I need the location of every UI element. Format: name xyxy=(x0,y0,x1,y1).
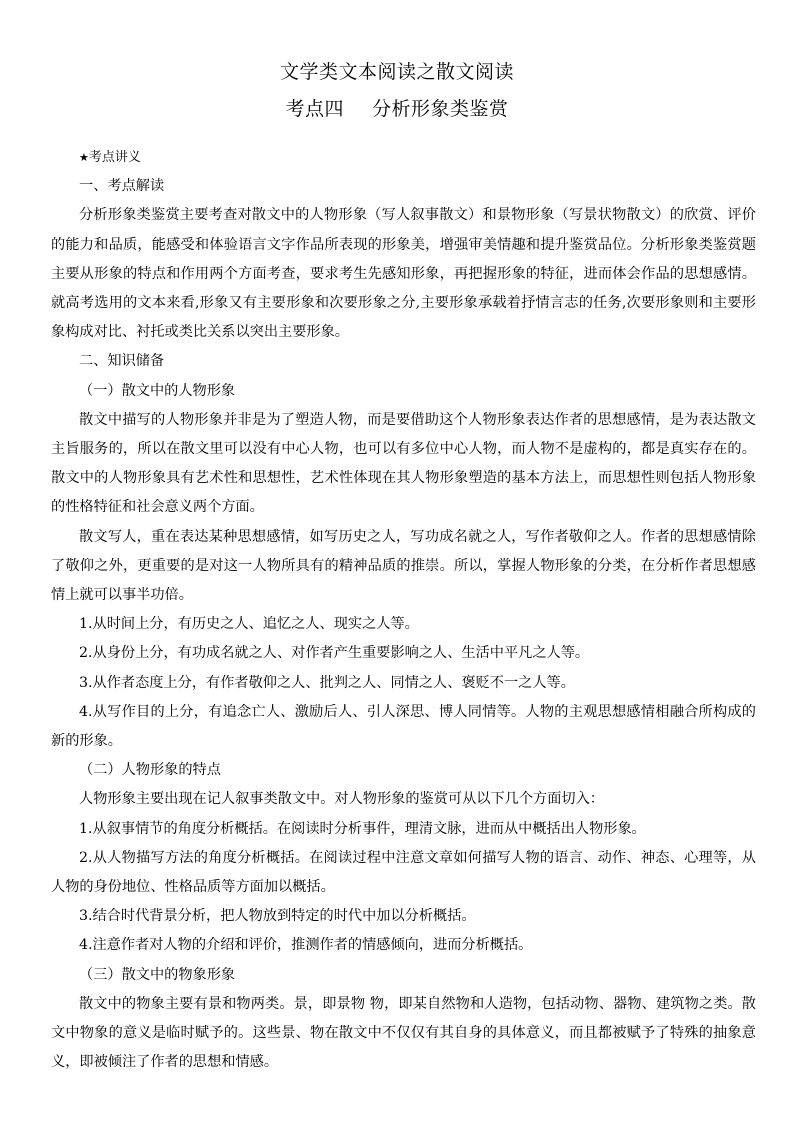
document-subtitle xyxy=(0,97,794,121)
document-title: 文学类文本阅读之散文阅读 xyxy=(279,61,514,83)
lecture-notes-heading xyxy=(51,143,756,172)
section-paragraph-interpretation: 分析形象类鉴赏主要考查对散文中的人物形象（写人叙事散文）和景物形象（写景状物散文）的欣赏、评价的能力和品质，能感受和体验语言文字作品所表现的形象美，增强审美情趣和提升鉴赏品位。分析形象类鉴赏题主要从形象的特点和作用两个方面考查，要求考生先感知形象，再把握形象的特征，进而体会作品的思想感情。就高考选用的文本来看,形象又有主要形象和次要形象之分,主要形象承载着抒情言志的任务,次要形象则和主要形象构成对比、衬托或类比关系以突出主要形象。 xyxy=(51,207,756,341)
section-heading-interpretation: 一、考点解读 xyxy=(79,178,165,195)
subtitle-topic-name: 分析形象类鉴赏 xyxy=(372,98,509,120)
section-heading-knowledge: 二、知识储备 xyxy=(79,353,165,370)
subsection-heading-object-image: （三）散文中的物象形象 xyxy=(79,966,236,983)
subtitle-topic-number: 考点四 xyxy=(285,98,344,120)
document-body xyxy=(51,143,756,1078)
subsection-heading-character-traits: （二）人物形象的特点 xyxy=(79,762,221,779)
paragraph-character-traits-intro: 人物形象主要出现在记人叙事类散文中。对人物形象的鉴赏可从以下几个方面切入： xyxy=(79,791,604,808)
subsection-heading-character-image: （一）散文中的人物形象 xyxy=(79,382,236,399)
list-item: 4.注意作者对人物的介绍和评价，推测作者的情感倾向，进而分析概括。 xyxy=(79,937,533,954)
list-item: 4.从写作目的上分，有追念亡人、激励后人、引人深思、博人同情等。人物的主观思想感情相融合所构成的新的形象。 xyxy=(51,703,756,750)
list-item: 2.从人物描写方法的角度分析概括。在阅读过程中注意文章如何描写人物的语言、动作、神态、心理等，从人物的身份地位、性格品质等方面加以概括。 xyxy=(51,849,756,896)
star-icon: ★ xyxy=(79,151,89,164)
lecture-notes-label: 考点讲义 xyxy=(88,150,141,165)
list-item: 1.从时间上分，有历史之人、追忆之人、现实之人等。 xyxy=(79,616,419,633)
paragraph-object-image: 散文中的物象主要有景和物两类。景，即景物 物，即某自然物和人造物，包括动物、器物、建筑物之类。散文中物象的意义是临时赋予的。这些景、物在散文中不仅仅有其自身的具体意义，而且都被赋予了特殊的抽象意义，即被倾注了作者的思想和情感。 xyxy=(51,995,756,1071)
paragraph-character-image-2: 散文写人，重在表达某种思想感情，如写历史之人，写功成名就之人，写作者敬仰之人。作者的思想感情除了敬仰之外，更重要的是对这一人物所具有的精神品质的推崇。所以，掌握人物形象的分类，在分析作者思想感情上就可以事半功倍。 xyxy=(51,528,756,604)
list-item: 1.从叙事情节的角度分析概括。在阅读时分析事件，理清文脉，进而从中概括出人物形象。 xyxy=(79,820,646,837)
list-item: 2.从身份上分，有功成名就之人、对作者产生重要影响之人、生活中平凡之人等。 xyxy=(79,645,590,662)
list-item: 3.从作者态度上分，有作者敬仰之人、批判之人、同情之人、褒贬不一之人等。 xyxy=(79,674,575,691)
paragraph-character-image-1: 散文中描写的人物形象并非是为了塑造人物，而是要借助这个人物形象表达作者的思想感情，是为表达散文主旨服务的，所以在散文里可以没有中心人物，也可以有多位中心人物，而人物不是虚构的，都是真实存在的。散文中的人物形象具有艺术性和思想性，艺术性体现在其人物形象塑造的基本方法上，而思想性则包括人物形象的性格特征和社会意义两个方面。 xyxy=(51,411,756,516)
list-item: 3.结合时代背景分析，把人物放到特定的时代中加以分析概括。 xyxy=(79,908,476,925)
